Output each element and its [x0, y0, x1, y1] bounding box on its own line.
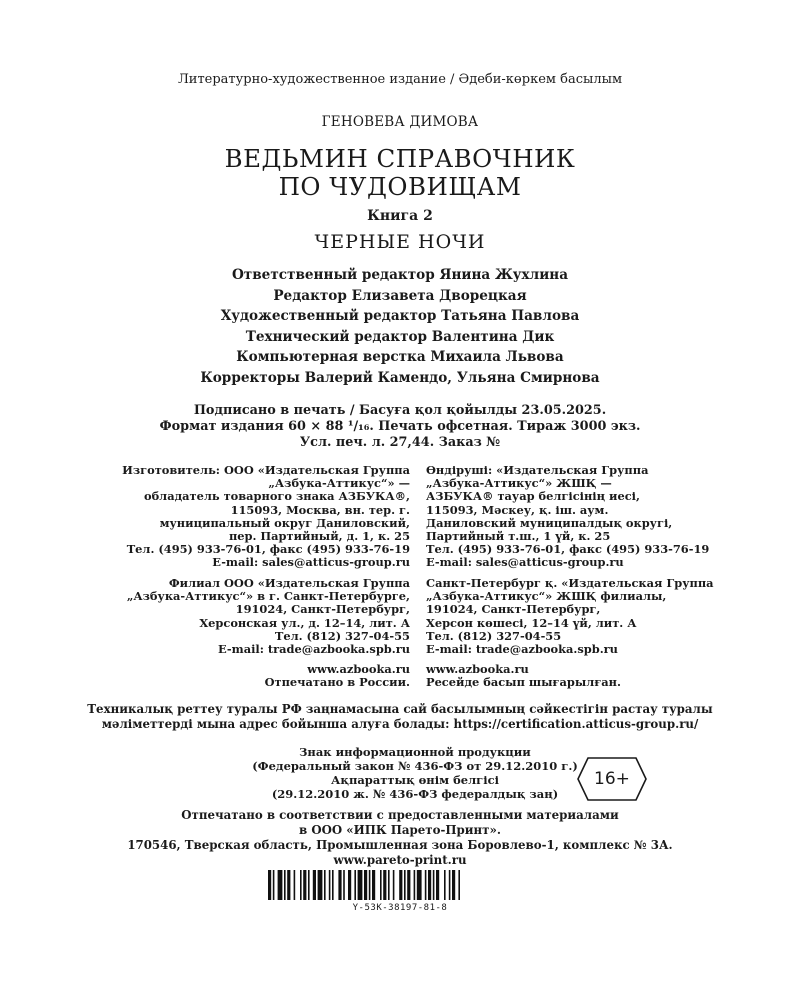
barcode-bar — [300, 870, 302, 900]
manufacturer-kz-line: Тел. (495) 933-76-01, факс (495) 933-76-19 — [426, 542, 710, 557]
print-info — [0, 403, 800, 451]
branch-kz-line: 191024, Санкт-Петербург, — [426, 602, 601, 617]
age-rating-label: 16+ — [594, 769, 630, 789]
branch-ru-line: Тел. (812) 327-04-55 — [274, 628, 410, 643]
editors-list — [0, 265, 800, 388]
printing-house-line: 170546, Тверская область, Промышленная зона Боровлево-1, комплекс № 3А. — [127, 838, 673, 852]
barcode-bar — [388, 870, 390, 900]
barcode-bar — [348, 870, 351, 900]
barcode-bar — [417, 870, 422, 900]
branch-kz-email: E-mail: trade@azbooka.spb.ru — [426, 642, 618, 657]
website-url: www.azbooka.ru — [307, 662, 410, 676]
branch-kz-line: Херсон көшесі, 12–14 үй, лит. А — [426, 615, 637, 630]
branch-ru-line: Филиал ООО «Издательская Группа — [168, 576, 410, 590]
barcode-bar — [383, 870, 386, 900]
book-title-line: ПО ЧУДОВИЩАМ — [278, 172, 522, 201]
barcode-bar — [294, 870, 296, 900]
age-rating-badge — [576, 756, 648, 802]
manufacturer-kz-line: АЗБУКА® тауар белгісінің иесі, — [426, 489, 640, 504]
printing-house-url: www.pareto-print.ru — [333, 853, 467, 867]
barcode-bar — [278, 870, 283, 900]
editor-line: Компьютерная верстка Михаила Львова — [236, 349, 564, 365]
manufacturer-kz-line: 115093, Мәскеу, қ. іш. аум. — [426, 502, 609, 517]
website-ru — [120, 663, 410, 689]
printing-house-line: Отпечатано в соответствии с предоставленными материалами — [181, 808, 619, 822]
barcode-bar — [452, 870, 455, 900]
branch-ru-email: E-mail: trade@azbooka.spb.ru — [218, 642, 410, 657]
barcode-bar — [372, 870, 375, 900]
barcode-bar — [354, 870, 356, 900]
printed-in-russia: Отпечатано в России. — [264, 675, 410, 690]
barcode-bar — [393, 870, 395, 900]
barcode-bar — [380, 870, 382, 900]
barcode-bar — [407, 870, 410, 900]
barcode-bar — [436, 870, 439, 900]
barcode-bar — [273, 870, 275, 900]
branch-kz — [426, 576, 714, 657]
info-sign-line: (Федеральный закон № 436-ФЗ от 29.12.2010 г.) — [252, 759, 578, 773]
website-kz — [426, 663, 706, 689]
branch-ru — [120, 577, 410, 656]
tech-regulation-note — [0, 702, 800, 732]
printing-house-line: в ООО «ИПК Парето-Принт». — [299, 823, 501, 837]
manufacturer-ru-line: пер. Партийный, д. 1, к. 25 — [228, 529, 410, 544]
book-title — [0, 145, 800, 201]
manufacturer-ru-line: 115093, Москва, вн. тер. г. — [230, 502, 410, 517]
info-sign-line: Знак информационной продукции — [299, 745, 531, 759]
branch-ru-line: „Азбука-Аттикус“» в г. Санкт-Петербурге, — [126, 589, 410, 604]
print-info-line: Подписано в печать / Басуға қол қойылды 23.05.2025. — [193, 403, 607, 418]
manufacturer-kz-line: Өндіруші: «Издательская Группа — [426, 463, 649, 477]
manufacturer-kz-line: „Азбука-Аттикус“» ЖШҚ — — [426, 476, 612, 491]
book-subtitle: ЧЕРНЫЕ НОЧИ — [314, 231, 486, 253]
barcode-bar — [364, 870, 367, 900]
barcode-bar — [332, 870, 334, 900]
editor-line: Корректоры Валерий Камендо, Ульяна Смирнова — [200, 369, 600, 386]
manufacturer-ru — [120, 464, 410, 570]
barcode-bar — [284, 870, 286, 900]
editor-line: Технический редактор Валентина Дик — [245, 328, 555, 345]
barcode-number: Y-53K-38197-81-8 — [352, 903, 448, 913]
barcode-bar — [313, 870, 316, 900]
print-info-line: Формат издания 60 × 88 ¹/₁₆. Печать офсетная. Тираж 3000 экз. — [159, 419, 641, 434]
barcode-bar — [358, 870, 363, 900]
barcode-bar — [318, 870, 323, 900]
info-sign-line: (29.12.2010 ж. № 436-ФЗ федералдық заң) — [271, 787, 559, 801]
barcode-bar — [425, 870, 427, 900]
barcode-bar — [324, 870, 326, 900]
website-url: www.azbooka.ru — [426, 662, 529, 676]
manufacturer-kz — [426, 463, 710, 570]
editor-line: Ответственный редактор Янина Жухлина — [231, 267, 569, 283]
barcode-bar — [428, 870, 431, 900]
branch-kz-line: Тел. (812) 327-04-55 — [426, 628, 562, 643]
tech-regulation-line: Техникалық реттеу туралы РФ заңнамасына сай басылымның сәйкестігін растау туралы — [87, 702, 713, 716]
barcode-bar — [287, 870, 290, 900]
branch-kz-line: „Азбука-Аттикус“» ЖШҚ филиалы, — [426, 589, 667, 604]
manufacturer-ru-line: муниципальный округ Даниловский, — [159, 515, 410, 530]
manufacturer-kz-line: Даниловский муниципалдық округі, — [426, 515, 673, 530]
manufacturer-ru-line: обладатель товарного знака АЗБУКА®, — [143, 489, 410, 504]
barcode-bar — [343, 870, 345, 900]
barcode-bar — [268, 870, 271, 900]
barcode-bar — [399, 870, 402, 900]
barcode-bar — [303, 870, 306, 900]
manufacturer-ru-line: Тел. (495) 933-76-01, факс (495) 933-76-19 — [126, 542, 410, 557]
barcode-bar — [369, 870, 371, 900]
branch-ru-line: 191024, Санкт-Петербург, — [235, 602, 410, 617]
manufacturer-ru-line: Изготовитель: ООО «Издательская Группа — [122, 463, 410, 477]
print-info-line: Усл. печ. л. 27,44. Заказ № — [299, 435, 501, 450]
book-title-line: ВЕДЬМИН СПРАВОЧНИК — [224, 144, 576, 173]
printing-house-info — [0, 808, 800, 868]
manufacturer-ru-email: E-mail: sales@atticus-group.ru — [212, 555, 410, 570]
barcode-bar — [404, 870, 406, 900]
barcode-bar — [329, 870, 331, 900]
barcode-bar — [433, 870, 435, 900]
barcode-bar — [338, 870, 341, 900]
manufacturer-ru-line: „Азбука-Аттикус“» — — [268, 476, 410, 491]
barcode-bar — [414, 870, 416, 900]
book-number: Книга 2 — [367, 208, 433, 224]
barcode-bar — [444, 870, 446, 900]
barcode-bar — [308, 870, 310, 900]
manufacturer-kz-email: E-mail: sales@atticus-group.ru — [426, 555, 624, 570]
manufacturer-kz-line: Партийный т.ш., 1 үй, к. 25 — [426, 529, 611, 544]
barcode-bar — [449, 870, 451, 900]
info-sign-line: Ақпараттық өнім белгісі — [331, 773, 499, 787]
barcode-icon — [268, 870, 524, 900]
editor-line: Художественный редактор Татьяна Павлова — [220, 308, 580, 324]
printed-in-russia-kz: Ресейде басып шығарылған. — [426, 675, 621, 690]
author-name: ГЕНОВЕВА ДИМОВА — [321, 114, 479, 130]
editor-line: Редактор Елизавета Дворецкая — [273, 287, 527, 304]
tech-regulation-line: мәліметтерді мына адрес бойынша алуға болады: https://certification.atticus-group.ru/ — [101, 717, 699, 731]
info-product-sign — [250, 745, 580, 801]
edition-type: Литературно-художественное издание / Әдеби-көркем басылым — [177, 72, 623, 87]
barcode-bar — [458, 870, 460, 900]
branch-kz-line: Санкт-Петербург қ. «Издательская Группа — [426, 576, 714, 590]
branch-ru-line: Херсонская ул., д. 12–14, лит. А — [199, 615, 410, 630]
